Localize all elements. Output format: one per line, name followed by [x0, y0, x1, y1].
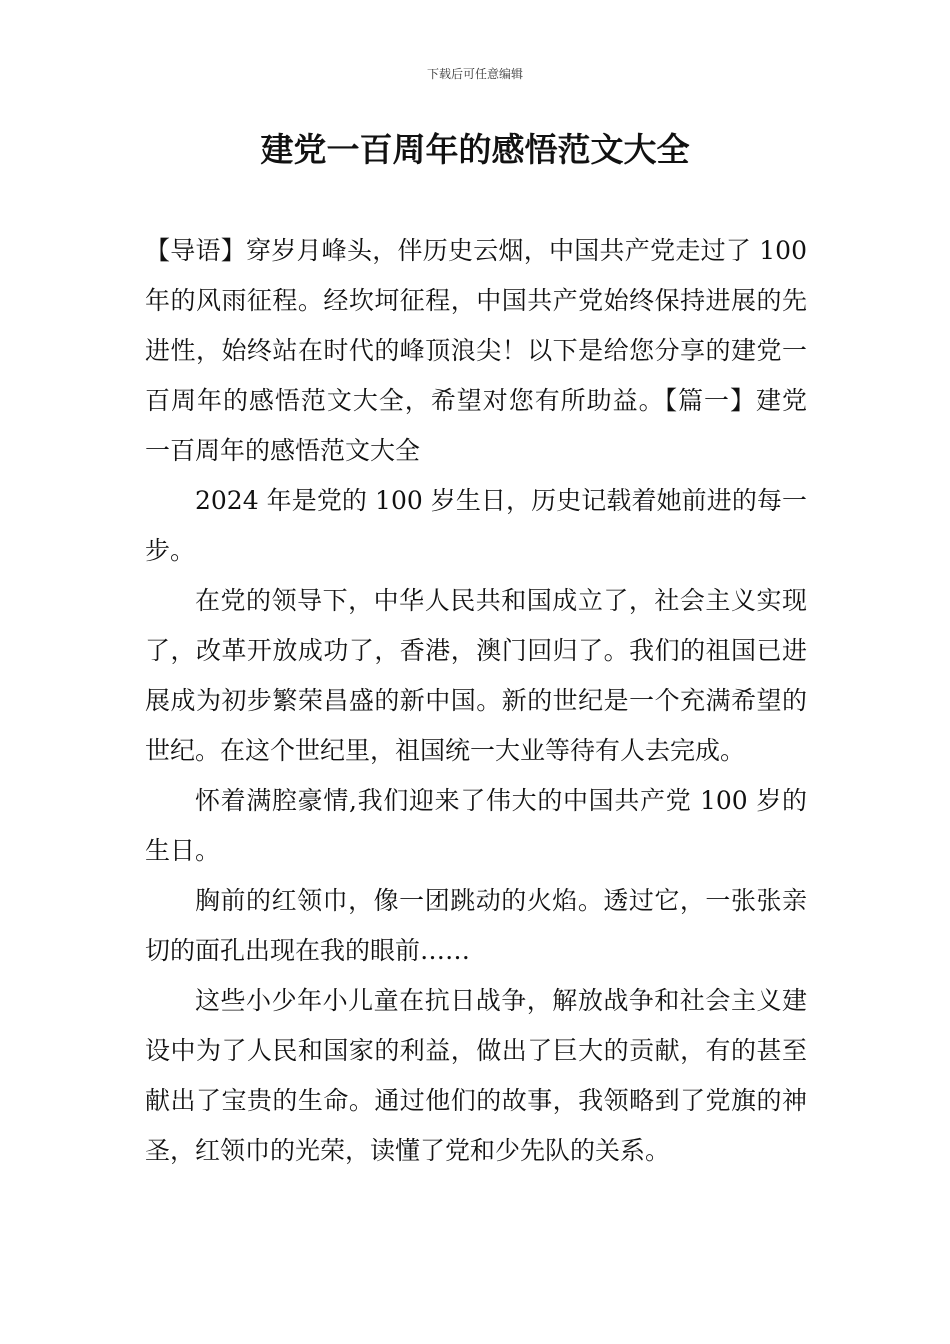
- paragraph-intro: 【导语】穿岁月峰头，伴历史云烟，中国共产党走过了 100 年的风雨征程。经坎坷征程，中国共产党始终保持进展的先进性，始终站在时代的峰顶浪尖！以下是给您分享的建党一百周年的感悟范文大全，希望对您有所助益。【篇一】建党一百周年的感悟范文大全: [145, 236, 807, 465]
- paragraph: 2024 年是党的 100 岁生日，历史记载着她前进的每一步。: [145, 486, 807, 565]
- paragraph: 这些小少年小儿童在抗日战争，解放战争和社会主义建设中为了人民和国家的利益，做出了巨大的贡献，有的甚至献出了宝贵的生命。通过他们的故事，我领略到了党旗的神圣，红领巾的光荣，读懂了党和少先队的关系。: [145, 986, 807, 1165]
- document-title: 建党一百周年的感悟范文大全: [260, 130, 690, 169]
- document-body: [145, 226, 807, 1176]
- paragraph: 胸前的红领巾，像一团跳动的火焰。透过它，一张张亲切的面孔出现在我的眼前……: [145, 886, 807, 965]
- paragraph: 怀着满腔豪情,我们迎来了伟大的中国共产党 100 岁的生日。: [145, 786, 807, 865]
- header-note: 下载后可任意编辑: [426, 67, 523, 81]
- paragraph: 在党的领导下，中华人民共和国成立了，社会主义实现了，改革开放成功了，香港，澳门回归了。我们的祖国已进展成为初步繁荣昌盛的新中国。新的世纪是一个充满希望的世纪。在这个世纪里，祖国统一大业等待有人去完成。: [145, 586, 807, 765]
